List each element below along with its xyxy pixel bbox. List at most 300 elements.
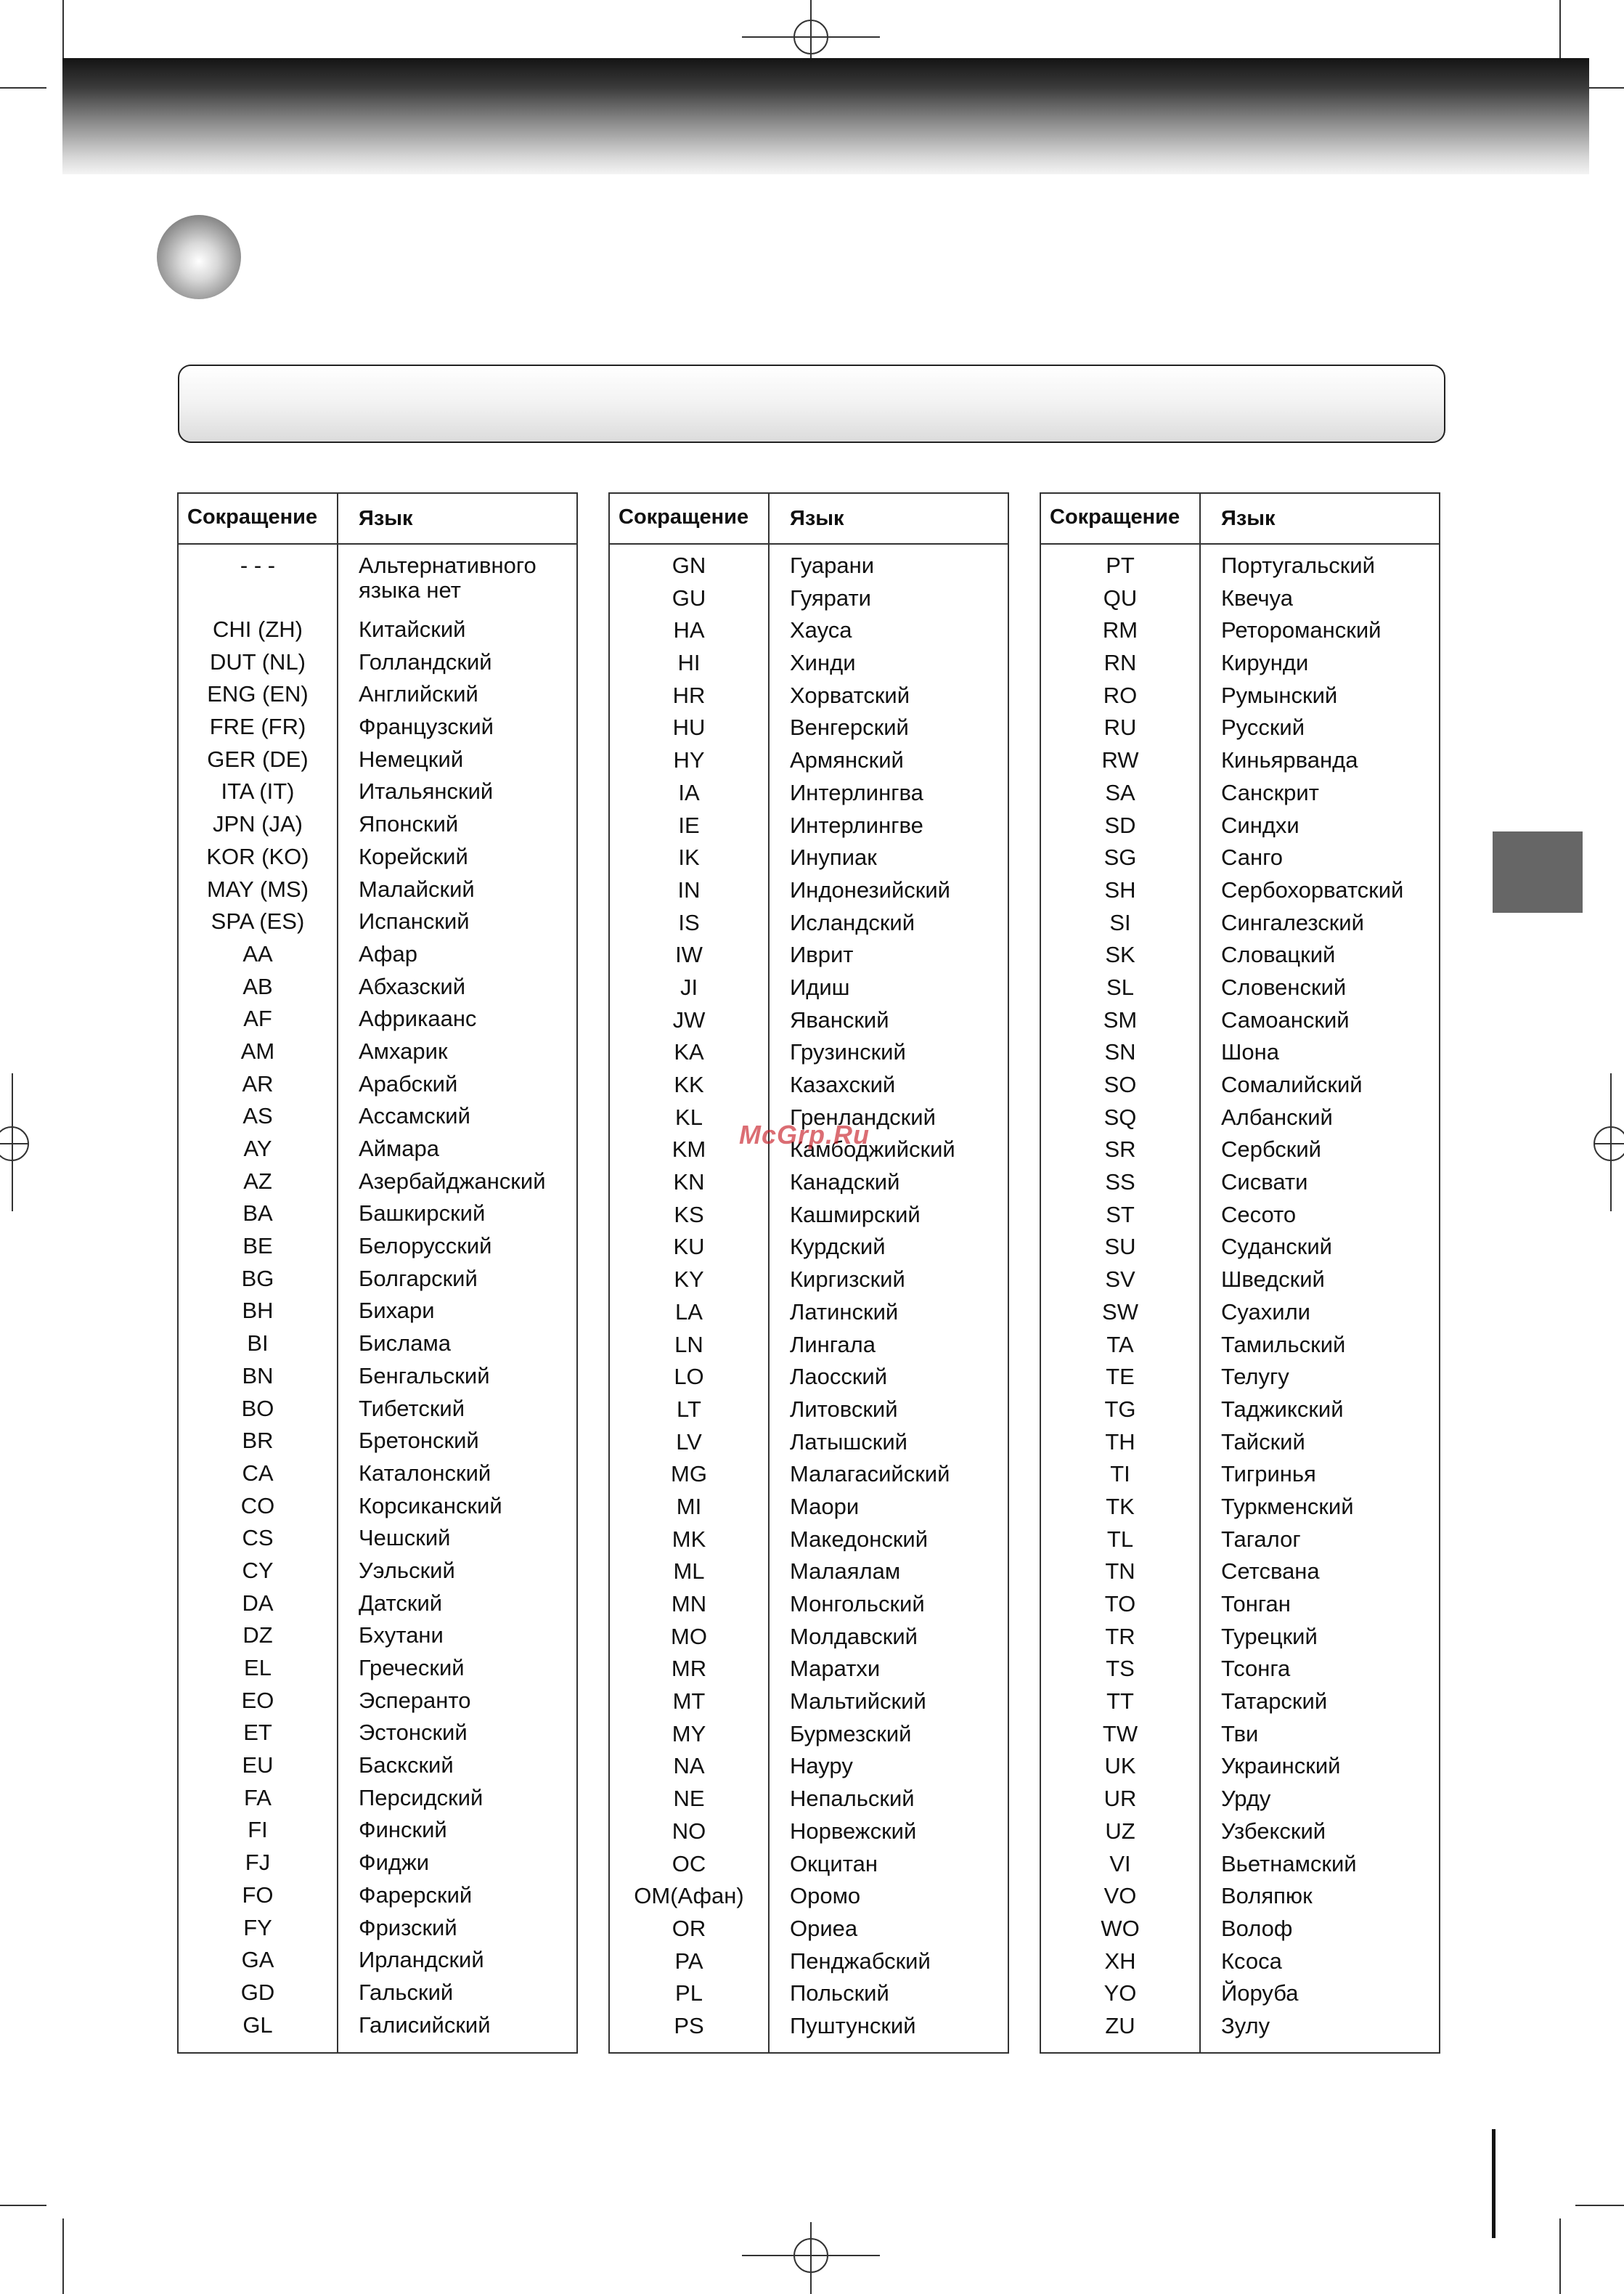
table-row	[179, 1234, 576, 1266]
code-cell: ITA (IT)	[221, 778, 295, 805]
table-row	[610, 1364, 1008, 1397]
language-cell: Воляпюк	[1221, 1883, 1313, 1909]
table-row	[179, 682, 576, 715]
code-cell: KU	[673, 1234, 705, 1260]
language-cell: Китайский	[359, 617, 466, 642]
code-cell: SV	[1105, 1266, 1135, 1293]
code-cell: MY	[672, 1720, 706, 1746]
table-row	[179, 1169, 576, 1202]
language-cell: Фризский	[359, 1914, 457, 1940]
language-cell: Курдский	[790, 1234, 886, 1260]
code-cell: EU	[242, 1752, 274, 1778]
table-row	[610, 1884, 1008, 1916]
code-cell: UZ	[1105, 1818, 1135, 1844]
table-row	[1041, 1105, 1439, 1138]
code-cell: JPN (JA)	[213, 811, 303, 837]
code-cell: UR	[1103, 1786, 1137, 1812]
table-row	[1041, 975, 1439, 1008]
code-cell: KOR (KO)	[206, 843, 309, 869]
code-cell: SL	[1106, 974, 1134, 1000]
header-code: Сокращение	[619, 505, 749, 529]
language-cell: Бенгальский	[359, 1362, 490, 1388]
table-row	[1041, 1462, 1439, 1494]
code-cell: AS	[242, 1103, 273, 1129]
table-row	[1041, 715, 1439, 748]
code-cell: PT	[1106, 553, 1135, 578]
language-cell: Пуштунский	[790, 2012, 916, 2038]
language-cell: Лаосский	[790, 1364, 888, 1390]
code-cell: KS	[674, 1201, 704, 1227]
language-cell: Исландский	[790, 909, 915, 935]
language-cell: Канадский	[790, 1169, 900, 1195]
table-row	[179, 877, 576, 910]
language-cell: Бихари	[359, 1298, 435, 1324]
table-row	[1041, 1559, 1439, 1592]
code-cell: LA	[675, 1298, 703, 1325]
code-cell: CS	[242, 1525, 274, 1551]
language-cell: Идиш	[790, 974, 850, 1000]
code-cell: FRE (FR)	[209, 714, 306, 740]
table-row	[1041, 1235, 1439, 1267]
table-row	[1041, 683, 1439, 716]
language-cell: Сесото	[1221, 1201, 1297, 1227]
code-cell: OC	[672, 1850, 706, 1876]
code-cell: CA	[242, 1460, 274, 1486]
table-header	[1041, 494, 1439, 545]
language-cell: Пенджабский	[790, 1948, 931, 1974]
code-cell: PS	[674, 2012, 704, 2038]
language-cell: Гренландский	[790, 1104, 936, 1130]
table-row	[1041, 1527, 1439, 1560]
header-band	[62, 58, 1589, 174]
language-cell: Сисвати	[1221, 1169, 1308, 1195]
language-cell: Сомалийский	[1221, 1072, 1363, 1097]
crop-mark	[0, 2205, 46, 2206]
table-row	[179, 1331, 576, 1364]
table-row	[179, 812, 576, 845]
code-cell: SA	[1105, 779, 1135, 805]
language-cell: Африкаанс	[359, 1006, 477, 1032]
table-row	[179, 1591, 576, 1624]
code-cell: NE	[673, 1786, 705, 1812]
code-cell: TT	[1106, 1688, 1134, 1715]
language-cell: Латышский	[790, 1428, 907, 1455]
code-cell: TO	[1104, 1591, 1136, 1616]
table-row	[610, 1040, 1008, 1073]
language-cell: Хинди	[790, 650, 856, 676]
code-cell: TK	[1106, 1493, 1135, 1519]
language-cell: Бретонский	[359, 1428, 479, 1454]
code-cell: GD	[240, 1979, 275, 2005]
language-cell: Тибетский	[359, 1395, 465, 1421]
code-cell: MT	[672, 1688, 706, 1715]
table-row	[610, 553, 1008, 586]
language-cell: Баскский	[359, 1752, 454, 1778]
crop-mark	[1575, 2205, 1624, 2206]
table-row	[610, 1008, 1008, 1041]
table-row	[610, 1333, 1008, 1365]
language-cell: Латинский	[790, 1298, 899, 1325]
language-cell: Греческий	[359, 1655, 465, 1680]
table-row	[610, 1592, 1008, 1624]
code-cell: BO	[241, 1395, 274, 1421]
language-cell: Квечуа	[1221, 585, 1293, 611]
table-row	[610, 1300, 1008, 1333]
code-cell: TW	[1102, 1720, 1138, 1746]
code-cell: RW	[1101, 747, 1139, 773]
language-cell: Иврит	[790, 942, 854, 968]
language-cell: Тви	[1221, 1720, 1259, 1746]
language-cell: Мальтийский	[790, 1688, 926, 1715]
code-cell: IE	[678, 812, 700, 838]
language-cell: Испанский	[359, 908, 470, 935]
table-row	[1041, 1592, 1439, 1624]
table-row	[179, 1072, 576, 1105]
code-cell: TN	[1105, 1558, 1135, 1585]
code-cell: MK	[672, 1526, 706, 1552]
code-cell: ENG (EN)	[207, 681, 309, 707]
language-cell: Хауса	[790, 617, 852, 643]
code-cell: KY	[674, 1266, 704, 1293]
language-cell: Болгарский	[359, 1265, 478, 1291]
table-row	[1041, 1008, 1439, 1041]
code-cell: FY	[243, 1914, 272, 1940]
table-rows	[1041, 553, 1439, 2046]
code-cell: MR	[671, 1656, 707, 1682]
table-row	[179, 845, 576, 877]
code-cell: SH	[1104, 876, 1136, 903]
title-box	[178, 365, 1445, 443]
language-cell: Французский	[359, 714, 494, 740]
language-cell: Ассамский	[359, 1103, 470, 1129]
language-cell: Бислама	[359, 1330, 452, 1357]
table-row	[179, 1298, 576, 1331]
table-row	[610, 1624, 1008, 1657]
code-cell: JI	[680, 974, 698, 1000]
code-cell: WO	[1101, 1915, 1140, 1941]
page-edge-line	[1492, 2129, 1496, 2238]
language-cell: Киньярванда	[1221, 747, 1358, 773]
language-cell: Датский	[359, 1590, 443, 1616]
table-row	[610, 748, 1008, 781]
code-cell: NA	[673, 1753, 705, 1779]
code-cell: HI	[677, 650, 701, 676]
table-row	[610, 1786, 1008, 1819]
table-row	[179, 1623, 576, 1656]
code-cell: SI	[1109, 909, 1131, 935]
table-row	[1041, 1073, 1439, 1105]
code-cell: BE	[242, 1233, 273, 1259]
language-cell: Сербский	[1221, 1136, 1321, 1163]
language-cell: Украинский	[1221, 1753, 1341, 1779]
language-table-3	[1040, 492, 1440, 2054]
table-row	[1041, 943, 1439, 975]
language-cell: Русский	[1221, 715, 1305, 741]
language-cell: Голландский	[359, 648, 492, 675]
code-cell: TA	[1106, 1331, 1134, 1357]
code-cell: ZU	[1105, 2012, 1135, 2038]
language-cell: Словацкий	[1221, 942, 1336, 968]
language-cell: Шведский	[1221, 1266, 1325, 1293]
code-cell: SU	[1104, 1234, 1136, 1260]
language-cell: Немецкий	[359, 746, 464, 772]
table-row	[179, 1136, 576, 1169]
table-row	[610, 781, 1008, 813]
code-cell: RU	[1103, 715, 1137, 741]
language-cell: Эстонский	[359, 1720, 468, 1746]
table-row	[179, 650, 576, 683]
language-cell: Суданский	[1221, 1234, 1333, 1260]
code-cell: KK	[674, 1072, 704, 1097]
table-row	[179, 1948, 576, 1980]
code-cell: LO	[674, 1364, 704, 1390]
language-cell: Туркменский	[1221, 1493, 1354, 1519]
language-cell: Македонский	[790, 1526, 929, 1552]
table-row	[610, 1073, 1008, 1105]
code-cell: GER (DE)	[207, 746, 309, 772]
language-cell: Тагалог	[1221, 1526, 1301, 1552]
language-cell: Чешский	[359, 1525, 451, 1551]
table-row	[610, 1754, 1008, 1786]
table-header	[610, 494, 1008, 545]
code-cell: KM	[672, 1136, 706, 1163]
table-row	[179, 1980, 576, 2013]
code-cell: SG	[1103, 845, 1137, 871]
code-cell: HY	[673, 747, 705, 773]
code-cell: SK	[1105, 942, 1135, 968]
table-row	[179, 1461, 576, 1494]
table-row	[179, 1494, 576, 1526]
language-cell: Индонезийский	[790, 876, 950, 903]
table-row	[610, 1722, 1008, 1754]
language-cell: Белорусский	[359, 1233, 492, 1259]
language-cell: Монгольский	[790, 1591, 925, 1616]
watermark-text: McGrp.Ru	[739, 1120, 870, 1150]
table-row	[610, 1852, 1008, 1884]
table-row	[179, 1656, 576, 1688]
language-table-1	[177, 492, 578, 2054]
code-cell: GU	[672, 585, 706, 611]
language-cell: Молдавский	[790, 1623, 918, 1649]
table-row	[179, 1201, 576, 1234]
code-cell: IS	[678, 909, 700, 935]
code-cell: TL	[1106, 1526, 1134, 1552]
table-row	[1041, 845, 1439, 878]
language-cell: Бхутани	[359, 1622, 444, 1648]
language-cell: Азербайджанский	[359, 1168, 546, 1194]
table-row	[179, 909, 576, 942]
code-cell: IA	[678, 779, 700, 805]
table-row	[610, 911, 1008, 943]
language-cell: Зулу	[1221, 2012, 1270, 2038]
table-row	[1041, 1624, 1439, 1657]
table-row	[610, 1397, 1008, 1430]
table-row	[610, 1430, 1008, 1463]
table-row	[179, 553, 576, 617]
language-cell: Лингала	[790, 1331, 876, 1357]
code-cell: MN	[671, 1591, 707, 1616]
language-cell: Йоруба	[1221, 1980, 1299, 2006]
table-row	[610, 1656, 1008, 1689]
language-cell: Фиджи	[359, 1850, 430, 1876]
table-row	[610, 1267, 1008, 1300]
table-row	[179, 1688, 576, 1721]
code-cell: QU	[1103, 585, 1138, 611]
language-cell: Тайский	[1221, 1428, 1305, 1455]
table-row	[179, 1818, 576, 1850]
code-cell: DA	[242, 1590, 274, 1616]
table-row	[1041, 1040, 1439, 1073]
code-cell: CO	[240, 1492, 275, 1518]
language-cell: Тигринья	[1221, 1461, 1316, 1487]
language-cell: Ориеа	[790, 1915, 858, 1941]
code-cell: SQ	[1103, 1104, 1137, 1130]
language-cell: Галисийский	[359, 2012, 491, 2038]
language-cell: Интерлингва	[790, 779, 923, 805]
language-cell: Финский	[359, 1817, 447, 1843]
header-language: Язык	[790, 507, 844, 530]
table-row	[1041, 1819, 1439, 1852]
code-cell: IW	[675, 942, 703, 968]
code-cell: LN	[674, 1331, 703, 1357]
language-cell: Шона	[1221, 1039, 1280, 1065]
language-cell: Турецкий	[1221, 1623, 1318, 1649]
table-row	[1041, 1689, 1439, 1722]
code-cell: AF	[243, 1006, 272, 1032]
code-cell: AM	[240, 1038, 275, 1064]
table-row	[1041, 1722, 1439, 1754]
language-cell: Словенский	[1221, 974, 1347, 1000]
table-row	[610, 1819, 1008, 1852]
code-cell: BG	[241, 1265, 274, 1291]
language-cell: Афар	[359, 940, 418, 967]
table-row	[610, 845, 1008, 878]
language-cell: Польский	[790, 1980, 889, 2006]
language-cell: Тамильский	[1221, 1331, 1346, 1357]
code-cell: GL	[242, 2012, 273, 2038]
code-cell: ML	[673, 1558, 705, 1585]
code-cell: HA	[673, 617, 705, 643]
crop-mark	[1559, 2218, 1561, 2294]
table-row	[179, 1104, 576, 1136]
table-row	[1041, 1981, 1439, 2014]
table-row	[1041, 1170, 1439, 1203]
code-cell: GA	[241, 1947, 274, 1973]
code-cell: ET	[243, 1720, 272, 1746]
language-cell: Бурмезский	[790, 1720, 912, 1746]
code-cell: OM(Афан)	[634, 1883, 744, 1909]
language-cell: Вьетнамский	[1221, 1850, 1357, 1876]
header-code: Сокращение	[1050, 505, 1180, 529]
language-cell: Абхазский	[359, 973, 466, 999]
code-cell: KL	[675, 1104, 703, 1130]
table-row	[179, 779, 576, 812]
language-cell: Гуярати	[790, 585, 871, 611]
code-cell: GN	[672, 553, 706, 578]
language-cell: Норвежский	[790, 1818, 917, 1844]
language-cell: Маратхи	[790, 1656, 881, 1682]
code-cell: TG	[1104, 1396, 1136, 1422]
crop-mark	[62, 2218, 64, 2294]
table-row	[610, 1527, 1008, 1560]
language-cell: Интерлингве	[790, 812, 923, 838]
language-cell: Грузинский	[790, 1039, 906, 1065]
language-cell: Узбекский	[1221, 1818, 1326, 1844]
language-cell: Итальянский	[359, 778, 494, 805]
language-cell: Ретороманский	[1221, 617, 1382, 643]
table-row	[179, 942, 576, 975]
crop-mark	[0, 87, 46, 89]
language-cell: Сетсвана	[1221, 1558, 1320, 1585]
table-row	[179, 1526, 576, 1558]
registration-circle	[793, 20, 828, 54]
table-row	[179, 1916, 576, 1948]
code-cell: LV	[676, 1428, 702, 1455]
table-row	[1041, 1203, 1439, 1235]
language-cell: Суахили	[1221, 1298, 1311, 1325]
table-row	[179, 1266, 576, 1299]
table-row	[1041, 1430, 1439, 1463]
code-cell: FA	[244, 1784, 272, 1810]
code-cell: VO	[1103, 1883, 1137, 1909]
code-cell: VI	[1109, 1850, 1131, 1876]
code-cell: BR	[242, 1428, 274, 1454]
code-cell: IN	[677, 876, 701, 903]
table-row	[179, 1396, 576, 1429]
language-cell: Киргизский	[790, 1266, 905, 1293]
code-cell: CHI (ZH)	[213, 617, 303, 642]
table-rows	[610, 553, 1008, 2046]
code-cell: MO	[671, 1623, 707, 1649]
table-row	[179, 747, 576, 780]
table-row	[179, 1428, 576, 1461]
code-cell: RO	[1103, 682, 1138, 708]
language-cell: Фарерский	[359, 1882, 473, 1908]
code-cell: SM	[1103, 1006, 1138, 1033]
language-cell: Корсиканский	[359, 1492, 502, 1518]
code-cell: DZ	[242, 1622, 273, 1648]
table-row	[610, 1462, 1008, 1494]
code-cell: MAY (MS)	[206, 876, 309, 902]
table-row	[610, 1559, 1008, 1592]
language-cell: Яванский	[790, 1006, 889, 1033]
table-row	[610, 2014, 1008, 2046]
table-row	[1041, 1884, 1439, 1916]
code-cell: LT	[677, 1396, 701, 1422]
language-cell: Эсперанто	[359, 1687, 471, 1713]
table-row	[1041, 781, 1439, 813]
code-cell: UK	[1104, 1753, 1136, 1779]
code-cell: BA	[242, 1200, 273, 1227]
table-row	[179, 1786, 576, 1818]
table-row	[610, 1235, 1008, 1267]
language-cell: Румынский	[1221, 682, 1338, 708]
table-row	[610, 683, 1008, 716]
language-cell: Альтернативного языка нет	[359, 553, 536, 603]
table-row	[610, 618, 1008, 651]
language-cell: Маори	[790, 1493, 860, 1519]
language-cell: Малаялам	[790, 1558, 901, 1585]
code-cell: HU	[672, 715, 706, 741]
code-cell: AY	[243, 1136, 272, 1161]
code-cell: SPA (ES)	[211, 908, 305, 935]
table-row	[179, 1720, 576, 1753]
code-cell: MG	[671, 1461, 707, 1487]
table-row	[1041, 1267, 1439, 1300]
language-cell: Малагасийский	[790, 1461, 950, 1487]
table-row	[610, 1494, 1008, 1527]
table-row	[179, 1850, 576, 1883]
